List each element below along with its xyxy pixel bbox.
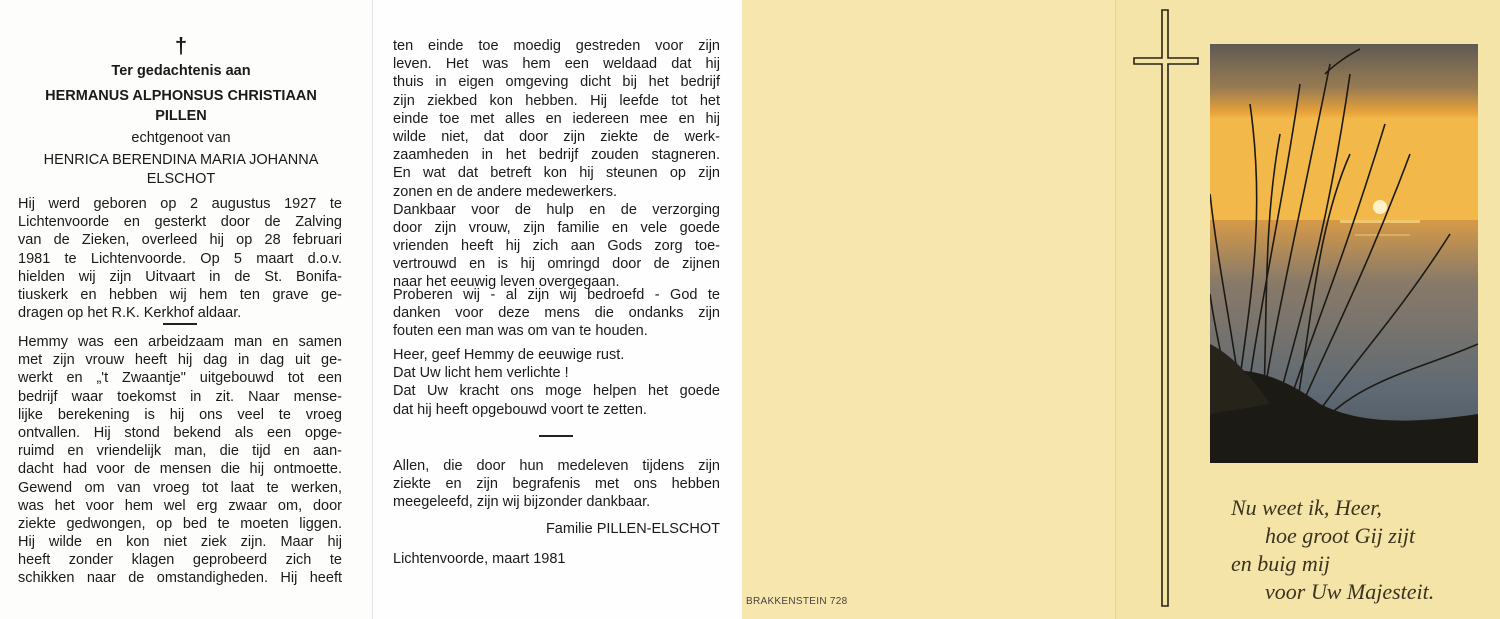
text-line: dragen op het R.K. Kerkhof aldaar. <box>18 305 242 322</box>
deceased-name-line2: PILLEN <box>155 108 207 124</box>
text-line: Hij wilde en kon niet ziek zijn. Maar hij <box>18 534 342 551</box>
text-line: Hij werd geboren op 2 augustus 1927 te <box>18 196 342 212</box>
heading: Ter gedachtenis aan <box>111 63 251 79</box>
text-line: En wat dat betreft kon hij steunen op zijn <box>393 165 720 182</box>
sunset-reeds-photo <box>1210 44 1478 463</box>
text-line: meegeleefd, zijn wij bijzonder dankbaar. <box>393 494 651 511</box>
text-line: was het voor hem wel erg zwaar om, door <box>18 497 342 514</box>
text-line: ziekte gedwongen, op bed te moeten liggen. <box>18 515 342 532</box>
poem-line: voor Uw Majesteit. <box>1265 579 1435 604</box>
text-line: Dankbaar voor de hulp en de verzorging <box>393 201 720 218</box>
text-line: naar het eeuwig leven overgegaan. <box>393 274 620 291</box>
text-line: ruimd en vriendelijk man, die tijd en aan- <box>18 443 342 460</box>
card-back <box>742 0 1115 619</box>
text-line: ontvallen. Hij stond bekend als een opge- <box>18 424 342 441</box>
poem-line: hoe groot Gij zijt <box>1265 523 1416 548</box>
text-line: zaamheden in het bedrijf zouden stagneren. <box>393 147 720 164</box>
text-line: ten einde toe moedig gestreden voor zijn <box>393 38 720 54</box>
text-line: Lichtenvoorde en gesterkt door de Zalving <box>18 214 342 231</box>
publisher-mark: BRAKKENSTEIN 728 <box>746 596 848 607</box>
text-line: fouten een man was om van te houden. <box>393 323 648 340</box>
text-line: heeft zonder klagen geprobeerd zich te <box>18 552 342 569</box>
text-line: tiuskerk en hebben wij hem ten grave ge- <box>18 286 342 303</box>
text-line: ziekte en zijn begrafenis met ons hebben <box>393 476 720 493</box>
text-line: met zijn vrouw heeft hij dag in dag uit ge- <box>18 352 342 369</box>
text-line: werkt en „'t Zwaantje" uitgebouwd tot een <box>18 370 342 387</box>
text-line: van de Zieken, overleed hij op 28 februari <box>18 232 342 249</box>
memorial-left-page <box>0 0 372 619</box>
divider <box>539 435 573 437</box>
text-line: Allen, die door hun medeleven tijdens zijn <box>393 458 720 474</box>
memorial-right-page <box>372 0 743 619</box>
spouse-name-line2: ELSCHOT <box>146 171 216 187</box>
cross-icon <box>1124 8 1202 608</box>
relation-text: echtgenoot van <box>131 130 231 146</box>
text-line: leven. Het was hem een weldaad dat hij <box>393 56 720 73</box>
text-line: bedrijf waar toekomst in zit. Naar mense- <box>18 388 342 405</box>
continuation-paragraph <box>393 37 720 292</box>
text-line: vertrouwd en is hij omringd door de zijnen <box>393 256 720 273</box>
poem-line: Nu weet ik, Heer, <box>1231 495 1382 520</box>
prayer <box>393 346 720 419</box>
text-line: Dat Uw licht hem verlichte ! <box>393 365 569 382</box>
text-line: thuis in eigen omgeving dicht bij het bedrijf <box>393 74 720 91</box>
place-date: Lichtenvoorde, maart 1981 <box>393 551 566 567</box>
text-line: einde toe met alles en iedereen mee en hij <box>393 110 720 127</box>
text-line: wilde niet, dat door zijn ziekte de werk- <box>393 128 720 145</box>
text-line: dacht had voor de mensen die hij ontmoette. <box>18 461 342 478</box>
text-line: Dat Uw kracht ons moge helpen het goede <box>393 383 720 400</box>
thanks-paragraph <box>393 457 720 512</box>
deceased-name-line1: HERMANUS ALPHONSUS CHRISTIAAN <box>45 88 317 104</box>
poem-line: en buig mij <box>1231 551 1330 576</box>
text-line: door zijn vrouw, zijn familie en vele goede <box>393 219 720 236</box>
text-line: vrienden heeft hij zich aan Gods zorg toe- <box>393 238 720 255</box>
text-line: schikken naar de omstandigheden. Hij heeft <box>18 570 342 587</box>
gratitude-paragraph <box>393 286 720 341</box>
cross-icon: † <box>174 33 188 58</box>
text-line: lijke berekening is hij ons veel te vroeg <box>18 406 342 423</box>
text-line: danken voor deze mens die ondanks zijn <box>393 305 720 322</box>
spouse-name-line1: HENRICA BERENDINA MARIA JOHANNA <box>43 152 319 168</box>
text-line: Heer, geef Hemmy de eeuwige rust. <box>393 347 625 363</box>
text-line: hielden wij zijn Uitvaart in de St. Bonifa- <box>18 268 342 285</box>
tribute-paragraph <box>18 333 342 588</box>
card-front <box>1115 0 1500 619</box>
divider <box>163 323 197 325</box>
text-line: Hemmy was een arbeidzaam man en samen <box>18 334 342 350</box>
text-line: zonen en de andere medewerkers. <box>393 183 618 200</box>
text-line: dat hij heeft opgebouwd voort te zetten. <box>393 401 647 418</box>
biography-paragraph <box>18 195 342 322</box>
text-line: 1981 te Lichtenvoorde. Op 5 maart d.o.v. <box>18 250 342 267</box>
text-line: Gewend om van vroeg tot laat te werken, <box>18 479 342 496</box>
text-line: Proberen wij - al zijn wij bedroefd - God te <box>393 287 720 303</box>
text-line: zijn ziekbed kon hebben. Hij leefde tot het <box>393 92 720 109</box>
family-signature: Familie PILLEN-ELSCHOT <box>545 521 720 537</box>
